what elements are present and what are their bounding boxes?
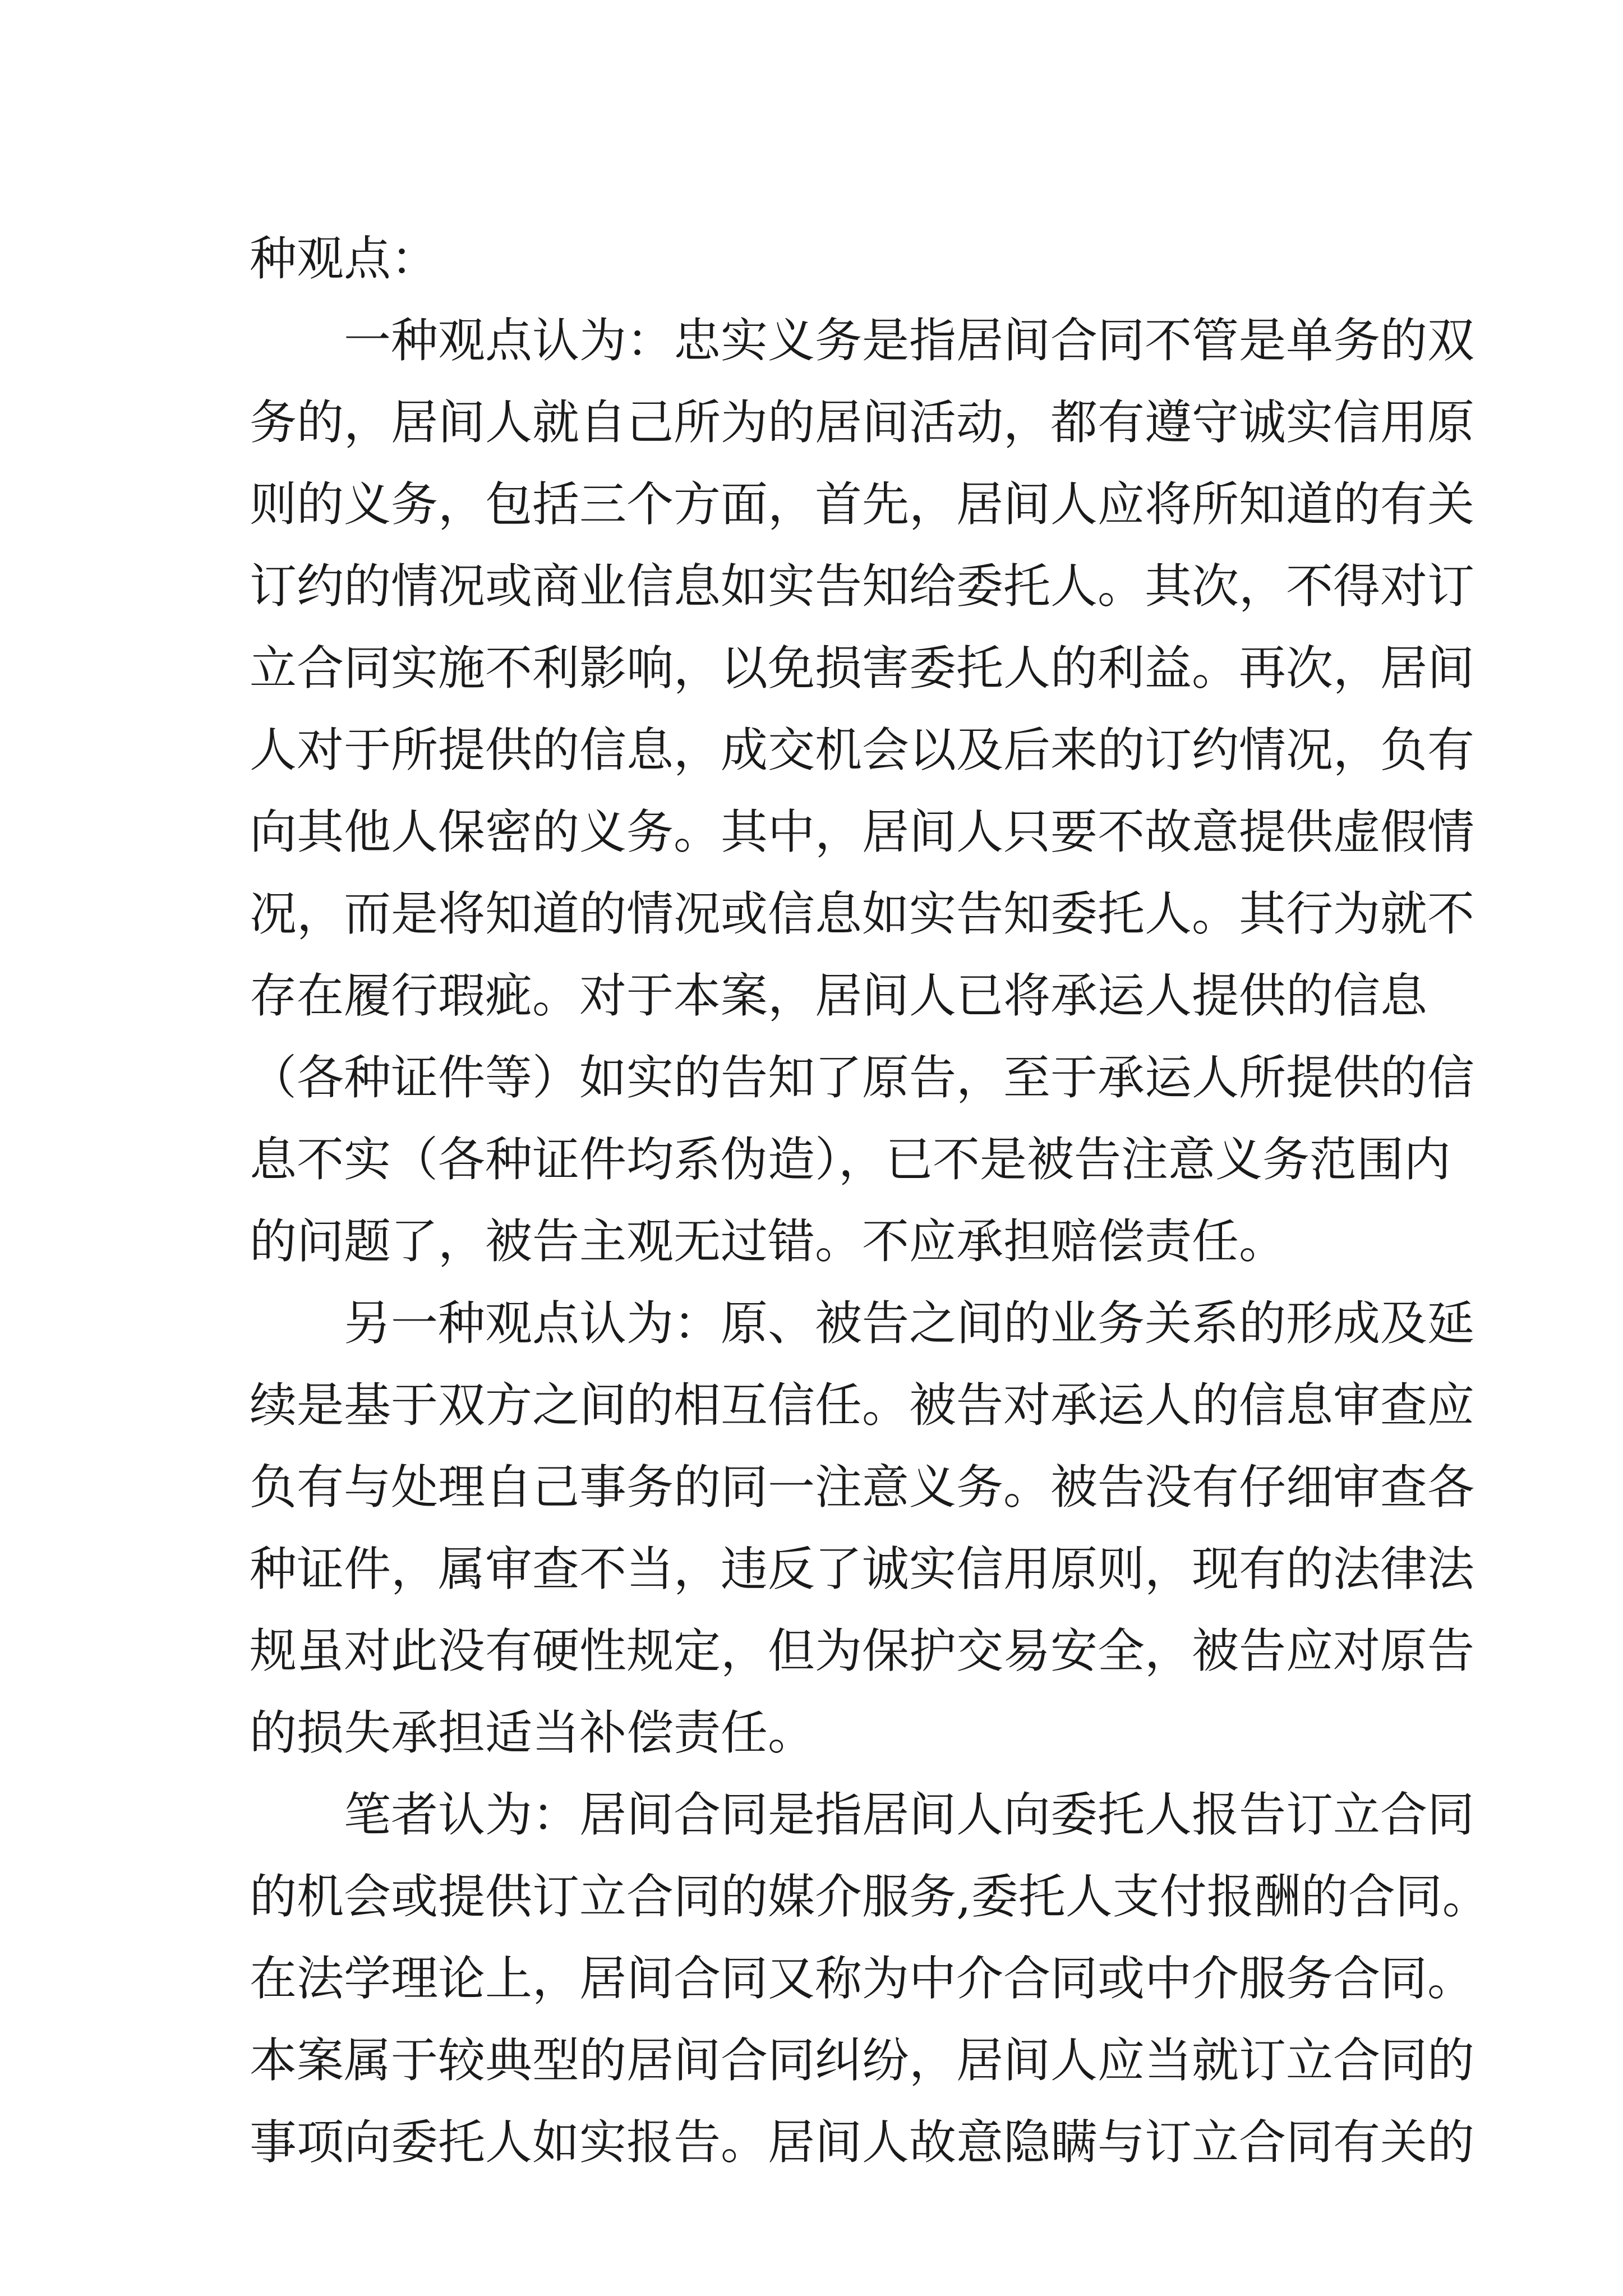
text-line: 一种观点认为：忠实义务是指居间合同不管是单务的双 [344, 313, 1475, 368]
text-line: 事项向委托人如实报告。居间人故意隐瞒与订立合同有关的 [250, 2115, 1475, 2170]
text-line: 另一种观点认为：原、被告之间的业务关系的形成及延 [344, 1296, 1475, 1351]
text-line: 种观点： [250, 231, 439, 286]
text-line: 息不实（各种证件均系伪造），已不是被告注意义务范围内 [250, 1132, 1451, 1187]
text-line: 立合同实施不利影响，以免损害委托人的利益。再次，居间 [250, 641, 1475, 696]
text-line: 存在履行瑕疵。对于本案，居间人已将承运人提供的信息 [250, 968, 1428, 1023]
text-line: 务的，居间人就自己所为的居间活动，都有遵守诚实信用原 [250, 395, 1475, 450]
text-line: 负有与处理自己事务的同一注意义务。被告没有仔细审查各 [250, 1460, 1475, 1515]
document-body [250, 218, 1490, 2183]
text-line: 在法学理论上，居间合同又称为中介合同或中介服务合同。 [250, 1951, 1475, 2006]
text-line: （各种证件等）如实的告知了原告，至于承运人所提供的信 [250, 1050, 1475, 1105]
text-line: 的问题了，被告主观无过错。不应承担赔偿责任。 [250, 1214, 1287, 1269]
text-line: 向其他人保密的义务。其中，居间人只要不故意提供虚假情 [250, 804, 1475, 859]
text-line: 续是基于双方之间的相互信任。被告对承运人的信息审查应 [250, 1378, 1475, 1433]
text-line: 人对于所提供的信息，成交机会以及后来的订约情况，负有 [250, 723, 1475, 777]
text-line: 规虽对此没有硬性规定，但为保护交易安全，被告应对原告 [250, 1623, 1475, 1678]
text-line: 的损失承担适当补偿责任。 [250, 1705, 815, 1760]
text-line: 订约的情况或商业信息如实告知给委托人。其次，不得对订 [250, 559, 1475, 614]
text-line: 况，而是将知道的情况或信息如实告知委托人。其行为就不 [250, 886, 1475, 941]
text-line: 则的义务，包括三个方面，首先，居间人应将所知道的有关 [250, 477, 1475, 532]
text-line: 笔者认为：居间合同是指居间人向委托人报告订立合同 [344, 1787, 1475, 1842]
text-line: 的机会或提供订立合同的媒介服务,委托人支付报酬的合同。 [250, 1869, 1490, 1924]
text-line: 种证件，属审查不当，违反了诚实信用原则，现有的法律法 [250, 1542, 1475, 1596]
text-line: 本案属于较典型的居间合同纠纷，居间人应当就订立合同的 [250, 2033, 1475, 2088]
